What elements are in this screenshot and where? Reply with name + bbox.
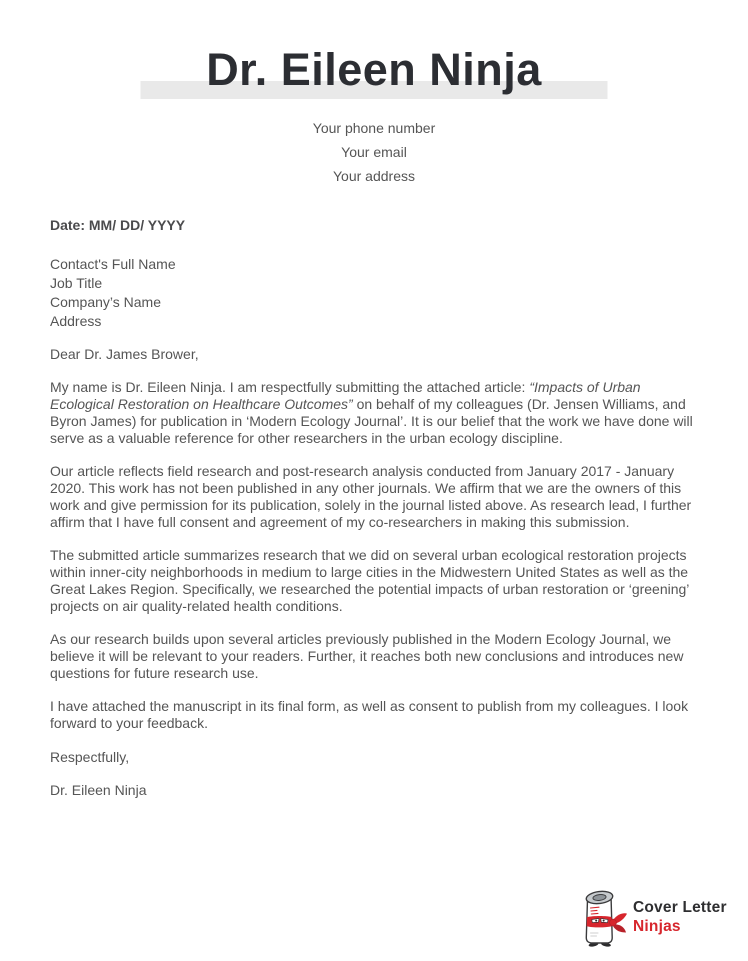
cover-letter-ninjas-logo (575, 886, 727, 948)
letterhead (0, 0, 748, 188)
closing-line: Respectfully, (50, 748, 130, 765)
recipient-job-title: Job Title (50, 275, 103, 291)
date-line: Date: MM/ DD/ YYYY (50, 217, 186, 233)
contact-info-block (0, 116, 748, 188)
contact-phone-placeholder: Your phone number (312, 120, 436, 136)
body-paragraph-1 (50, 379, 698, 446)
letter-body (50, 217, 698, 799)
logo-wordmark (633, 898, 727, 936)
ninja-scroll-mascot-icon (575, 886, 627, 948)
paragraph-1-text-start: My name is Dr. Eileen Ninja. I am respectfully submitting the attached article: (50, 379, 530, 396)
article-title-italic: “Impacts of Urban Ecological Restoration on Healthcare Outcomes” (50, 379, 641, 412)
recipient-block (50, 255, 698, 332)
contact-address-placeholder: Your address (333, 168, 415, 184)
recipient-company-name: Company’s Name (50, 294, 162, 311)
salutation-line: Dear Dr. James Brower, (50, 345, 199, 362)
logo-text-ninjas: Ninjas (633, 918, 681, 935)
body-paragraph-4: As our research builds upon several articles previously published in the Modern Ecology Journal, we believe it will be relevant to your readers. Further, it reaches both new conclusions and introduces new questions for future research use. (50, 631, 684, 681)
body-paragraph-3: The submitted article summarizes research that we did on several urban ecological restoration projects within inner-city neighborhoods in medium to large cities in the Midwestern United States as well as the Great Lakes Region. Specifically, we researched the potential impacts of urban restoration or ‘greening’ projects on air quality-related health conditions. (50, 547, 689, 614)
applicant-name-title: Dr. Eileen Ninja (206, 44, 542, 95)
body-paragraph-5: I have attached the manuscript in its final form, as well as consent to publish from my colleagues. I look forward to your feedback. (50, 698, 689, 732)
recipient-address: Address (50, 313, 102, 330)
recipient-full-name: Contact's Full Name (50, 255, 176, 272)
body-paragraph-2: Our article reflects field research and post-research analysis conducted from January 2017 - January 2020. This work has not been published in any other journals. We affirm that we are the owners of this work and give permission for its publication, solely in the journal listed above. As research lead, I further affirm that I have full consent and agreement of my co-researchers in making this submission. (50, 463, 692, 530)
paragraph-1-text-end: on behalf of my colleagues (Dr. Jensen Williams, and Byron James) for publication in ‘Modern Ecology Journal’. It is our belief that the work we have done will serve as a valuable reference for other researchers in the urban ecology discipline. (50, 396, 693, 446)
contact-email-placeholder: Your email (341, 144, 407, 160)
signature-name: Dr. Eileen Ninja (50, 782, 147, 799)
logo-text-cover-letter: Cover Letter (633, 899, 727, 916)
